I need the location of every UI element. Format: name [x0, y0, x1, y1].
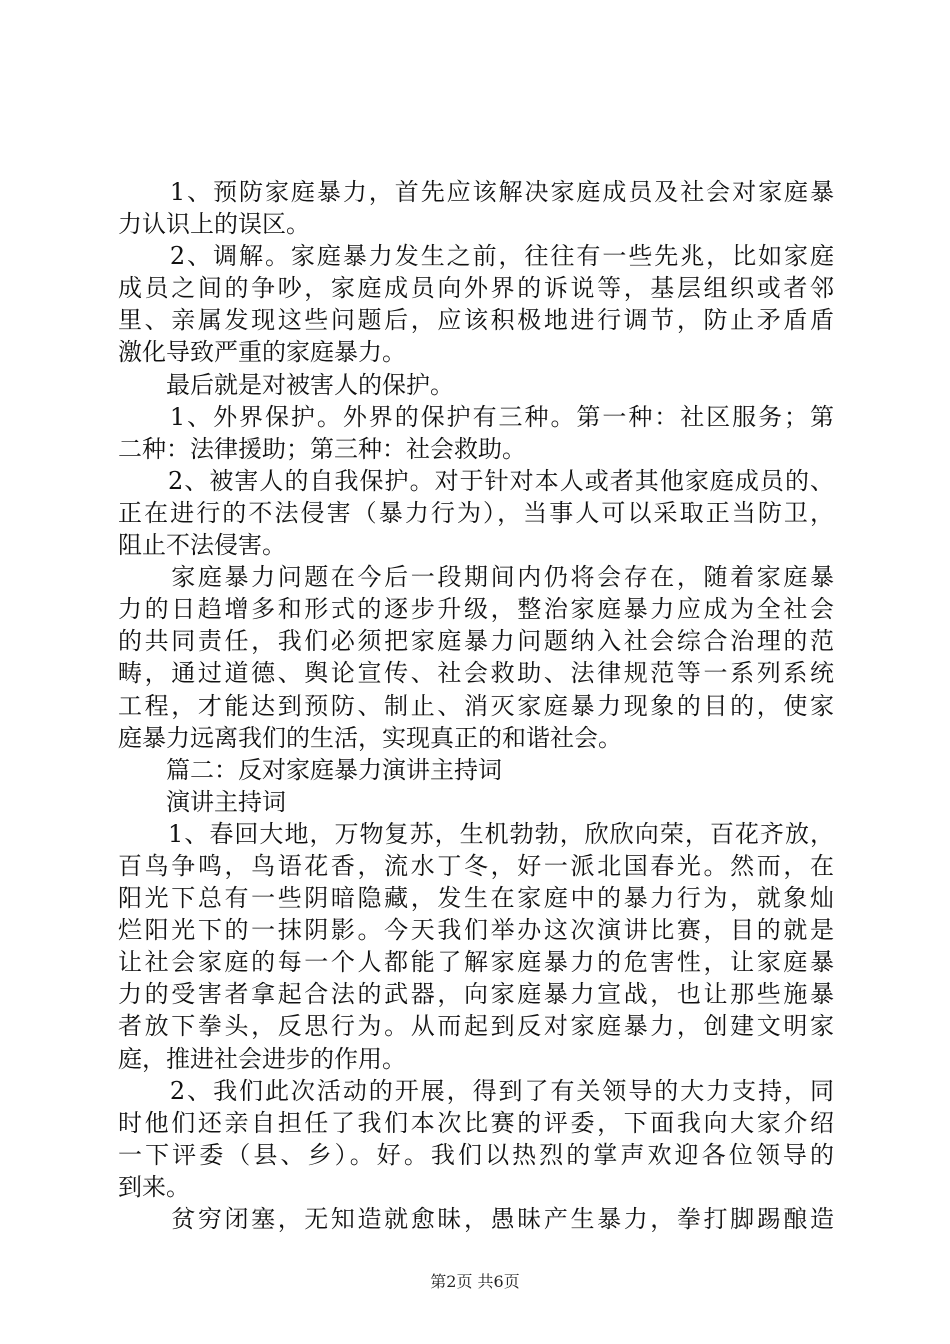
text-line: 的共同责任，我们必须把家庭暴力问题纳入社会综合治理的范	[118, 627, 834, 656]
text-line: 成员之间的争吵，家庭成员向外界的诉说等，基层组织或者邻	[118, 274, 834, 303]
text-line: 庭，推进社会进步的作用。	[118, 1044, 406, 1073]
text-line: 力认识上的误区。	[118, 210, 310, 239]
text-line: 演讲主持词	[118, 787, 286, 816]
text-line: 百鸟争鸣，鸟语花香，流水丁冬，好一派北国春光。然而，在	[118, 851, 834, 880]
text-line: 最后就是对被害人的保护。	[118, 370, 454, 399]
text-line: 烂阳光下的一抹阴影。今天我们举办这次演讲比赛，目的就是	[118, 916, 834, 945]
text-line: 到来。	[118, 1172, 190, 1201]
text-line: 家庭暴力问题在今后一段期间内仍将会存在，随着家庭暴	[118, 563, 834, 592]
text-line: 畴，通过道德、舆论宣传、社会救助、法律规范等一系列系统	[118, 659, 834, 688]
text-line: 贫穷闭塞，无知造就愈昧，愚昧产生暴力，拳打脚踢酿造	[118, 1205, 834, 1233]
text-line: 力的受害者拿起合法的武器，向家庭暴力宣战，也让那些施暴	[118, 980, 834, 1009]
text-line: 阳光下总有一些阴暗隐藏，发生在家庭中的暴力行为，就象灿	[118, 884, 834, 913]
text-line: 二种：法律援助；第三种：社会救助。	[118, 434, 526, 463]
text-line: 2、被害人的自我保护。对于针对本人或者其他家庭成员的、	[118, 466, 834, 495]
text-line: 里、亲属发现这些问题后，应该积极地进行调节，防止矛盾盾	[118, 306, 834, 335]
text-line: 工程，才能达到预防、制止、消灭家庭暴力现象的目的，使家	[118, 691, 834, 720]
text-line: 力的日趋增多和形式的逐步升级，整治家庭暴力应成为全社会	[118, 595, 834, 624]
text-line: 者放下拳头，反思行为。从而起到反对家庭暴力，创建文明家	[118, 1012, 834, 1041]
document-body	[118, 176, 834, 1235]
page-footer: 第2页 共6页	[430, 1272, 520, 1291]
text-line: 激化导致严重的家庭暴力。	[118, 338, 406, 367]
text-line: 1、外界保护。外界的保护有三种。第一种：社区服务；第	[118, 402, 834, 431]
text-line: 庭暴力远离我们的生活，实现真正的和谐社会。	[118, 723, 622, 752]
text-line: 2、我们此次活动的开展，得到了有关领导的大力支持，同	[118, 1076, 834, 1105]
text-line: 1、春回大地，万物复苏，生机勃勃，欣欣向荣，百花齐放，	[118, 819, 834, 848]
text-line: 让社会家庭的每一个人都能了解家庭暴力的危害性，让家庭暴	[118, 948, 834, 977]
text-line: 阻止不法侵害。	[118, 531, 286, 560]
text-line: 2、调解。家庭暴力发生之前，往往有一些先兆，比如家庭	[118, 242, 834, 271]
text-line: 篇二：反对家庭暴力演讲主持词	[118, 755, 502, 784]
text-line: 时他们还亲自担任了我们本次比赛的评委，下面我向大家介绍	[118, 1108, 834, 1137]
text-line: 正在进行的不法侵害（暴力行为），当事人可以采取正当防卫，	[118, 498, 834, 527]
text-line: 一下评委（县、乡）。好。我们以热烈的掌声欢迎各位领导的	[118, 1140, 834, 1169]
text-line: 1、预防家庭暴力，首先应该解决家庭成员及社会对家庭暴	[118, 178, 834, 206]
